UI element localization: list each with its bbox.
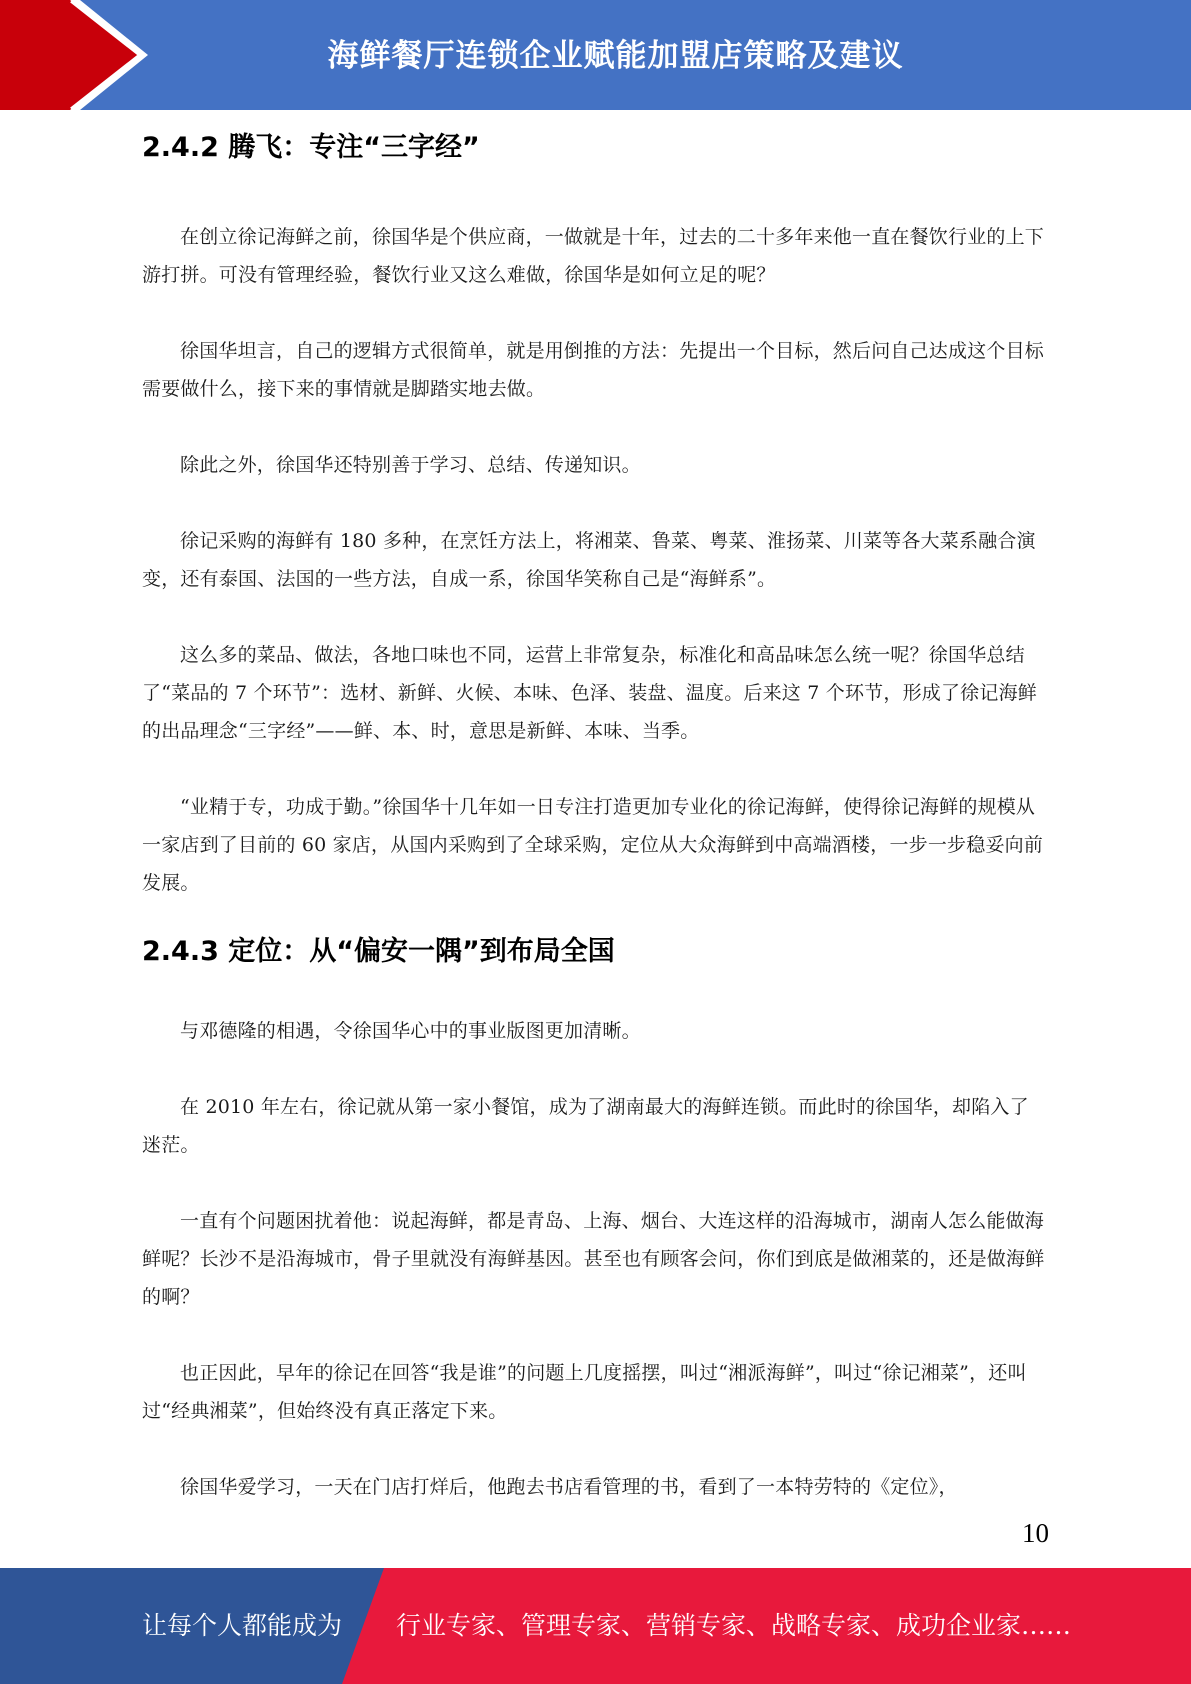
- paragraph: 一直有个问题困扰着他：说起海鲜，都是青岛、上海、烟台、大连这样的沿海城市，湖南人怎么能做海鲜呢？长沙不是沿海城市，骨子里就没有海鲜基因。甚至也有顾客会问，你们到底是做湘菜的，还是做海鲜的啊？: [142, 1210, 1045, 1308]
- paragraph: 徐国华爱学习，一天在门店打烊后，他跑去书店看管理的书，看到了一本特劳特的《定位》，: [180, 1476, 958, 1498]
- paragraph: 除此之外，徐国华还特别善于学习、总结、传递知识。: [180, 454, 641, 476]
- section-heading: 2.4.3 定位：从“偏安一隅”到布局全国: [142, 936, 615, 967]
- document-title: 海鲜餐厅连锁企业赋能加盟店策略及建议: [327, 37, 904, 74]
- page-number: 10: [1022, 1518, 1049, 1548]
- page-header: [0, 0, 1191, 110]
- section-2-4-2: [142, 118, 1046, 902]
- paragraph: 在 2010 年左右，徐记就从第一家小餐馆，成为了湖南最大的海鲜连锁。而此时的徐国华，却陷入了迷茫。: [142, 1096, 1029, 1156]
- paragraph: 在创立徐记海鲜之前，徐国华是个供应商，一做就是十年，过去的二十多年来他一直在餐饮行业的上下游打拼。可没有管理经验，餐饮行业又这么难做，徐国华是如何立足的呢？: [142, 226, 1045, 286]
- section-2-4-3: [142, 922, 1046, 1506]
- page-footer: [0, 1568, 1191, 1684]
- paragraph: 徐记采购的海鲜有 180 多种，在烹饪方法上，将湘菜、鲁菜、粤菜、淮扬菜、川菜等各大菜系融合演变，还有泰国、法国的一些方法，自成一系，徐国华笑称自己是“海鲜系”。: [142, 530, 1036, 590]
- section-heading: 2.4.2 腾飞：专注“三字经”: [142, 132, 480, 163]
- paragraph: 与邓德隆的相遇，令徐国华心中的事业版图更加清晰。: [180, 1020, 641, 1042]
- footer-slogan-right: 行业专家、管理专家、营销专家、战略专家、成功企业家……: [396, 1611, 1072, 1640]
- footer-slogan-left: 让每个人都能成为: [142, 1611, 343, 1640]
- paragraph: 也正因此，早年的徐记在回答“我是谁”的问题上几度摇摆，叫过“湘派海鲜”，叫过“徐记湘菜”，还叫过“经典湘菜”，但始终没有真正落定下来。: [142, 1362, 1027, 1422]
- paragraph: 徐国华坦言，自己的逻辑方式很简单，就是用倒推的方法：先提出一个目标，然后问自己达成这个目标需要做什么，接下来的事情就是脚踏实地去做。: [142, 340, 1045, 400]
- paragraph: 这么多的菜品、做法，各地口味也不同，运营上非常复杂，标准化和高品味怎么统一呢？徐国华总结了“菜品的 7 个环节”：选材、新鲜、火候、本味、色泽、装盘、温度。后来这 7 个环节，形成了徐记海鲜的出品理念“三字经”——鲜、本、时，意思是新鲜、本味、当季。: [142, 644, 1037, 742]
- page-content: [142, 118, 1046, 1506]
- paragraph: “业精于专，功成于勤。”徐国华十几年如一日专注打造更加专业化的徐记海鲜，使得徐记海鲜的规模从一家店到了目前的 60 家店，从国内采购到了全球采购，定位从大众海鲜到中高端酒楼，一步一步稳妥向前发展。: [142, 796, 1044, 894]
